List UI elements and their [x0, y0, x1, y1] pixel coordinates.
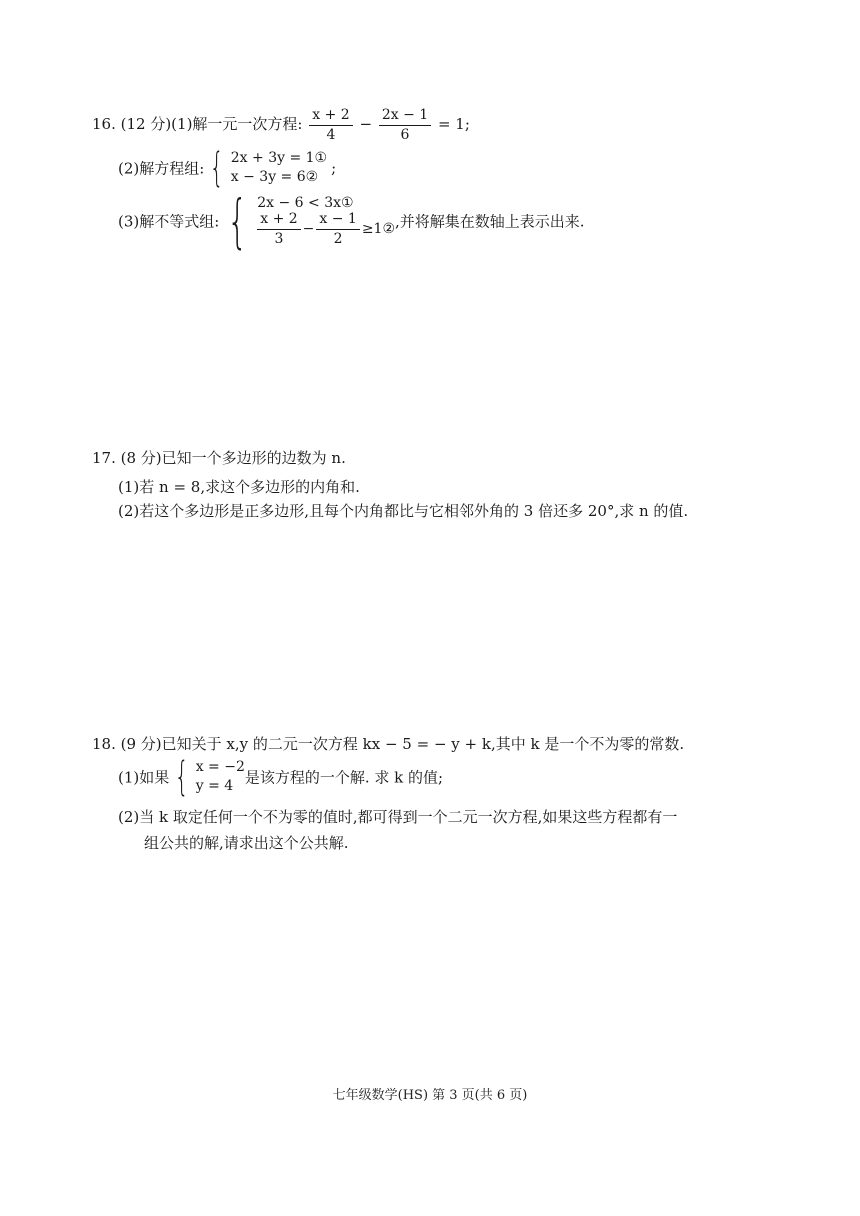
question-18-title: 18. (9 分)已知关于 x,y 的二元一次方程 kx − 5 = − y + k,其中 k 是一个不为零的常数. [92, 735, 685, 753]
part-2-end: ; [331, 159, 337, 177]
minus-sign: − [359, 115, 373, 134]
equation-system [231, 149, 327, 187]
page-footer: 七年级数学(HS) 第 3 页(共 6 页) [332, 1088, 528, 1103]
part-1-tail: 是该方程的一个解. 求 k 的值; [244, 768, 444, 787]
ineq-minus: − [302, 221, 315, 237]
part-3-tail: ,并将解集在数轴上表示出来. [395, 212, 585, 231]
part-2-label: (2)解方程组: [118, 159, 205, 178]
left-brace-icon: { [227, 187, 248, 255]
fraction-2-denominator: 6 [400, 126, 410, 143]
fraction-1-numerator: x + 2 [309, 108, 352, 126]
question-17-part-1: (1)若 n = 8,求这个多边形的内角和. [118, 478, 360, 496]
question-18-part-2-line-2: 组公共的解,请求出这个公共解. [144, 834, 349, 852]
system-equation-1: 2x + 3y = 1① [230, 150, 328, 167]
equation-rhs: = 1; [437, 115, 470, 134]
ineq-fraction-1-denominator: 3 [274, 230, 284, 247]
part-1-label: (1)如果 [118, 768, 170, 787]
question-16-part-3 [118, 187, 585, 255]
question-16-header [92, 108, 470, 142]
solution-system [196, 758, 245, 796]
question-18-part-2-line-1: (2)当 k 取定任何一个不为零的值时,都可得到一个二元一次方程,如果这些方程都有一 [118, 808, 678, 826]
question-17-title: 17. (8 分)已知一个多边形的边数为 n. [92, 449, 346, 467]
ineq-fraction-2-numerator: x − 1 [316, 212, 359, 230]
solution-y: y = 4 [195, 778, 234, 794]
question-18-part-1 [118, 754, 444, 800]
fraction-2-numerator: 2x − 1 [379, 108, 431, 126]
inequality-system [257, 195, 395, 246]
ineq-fraction-2-denominator: 2 [333, 230, 343, 247]
ineq-fraction-1-numerator: x + 2 [257, 212, 300, 230]
ineq-rhs: ≥1② [361, 221, 396, 237]
fraction-1-denominator: 4 [326, 126, 336, 143]
question-17-part-2: (2)若这个多边形是正多边形,且每个内角都比与它相邻外角的 3 倍还多 20°,求 n 的值. [118, 502, 689, 520]
ineq-fraction-2 [316, 212, 359, 246]
question-16-title: 16. (12 分)(1)解一元一次方程: [92, 115, 303, 134]
ineq-fraction-1 [257, 212, 300, 246]
question-16-part-2 [118, 145, 337, 191]
part-3-label: (3)解不等式组: [118, 212, 220, 231]
solution-x: x = −2 [195, 759, 245, 776]
fraction-1 [309, 108, 352, 142]
system-equation-2: x − 3y = 6② [230, 169, 319, 185]
left-brace-icon: { [174, 754, 189, 800]
inequality-1: 2x − 6 < 3x① [257, 195, 354, 212]
inequality-2 [257, 212, 395, 246]
left-brace-icon: { [210, 145, 225, 191]
fraction-2 [379, 108, 431, 142]
